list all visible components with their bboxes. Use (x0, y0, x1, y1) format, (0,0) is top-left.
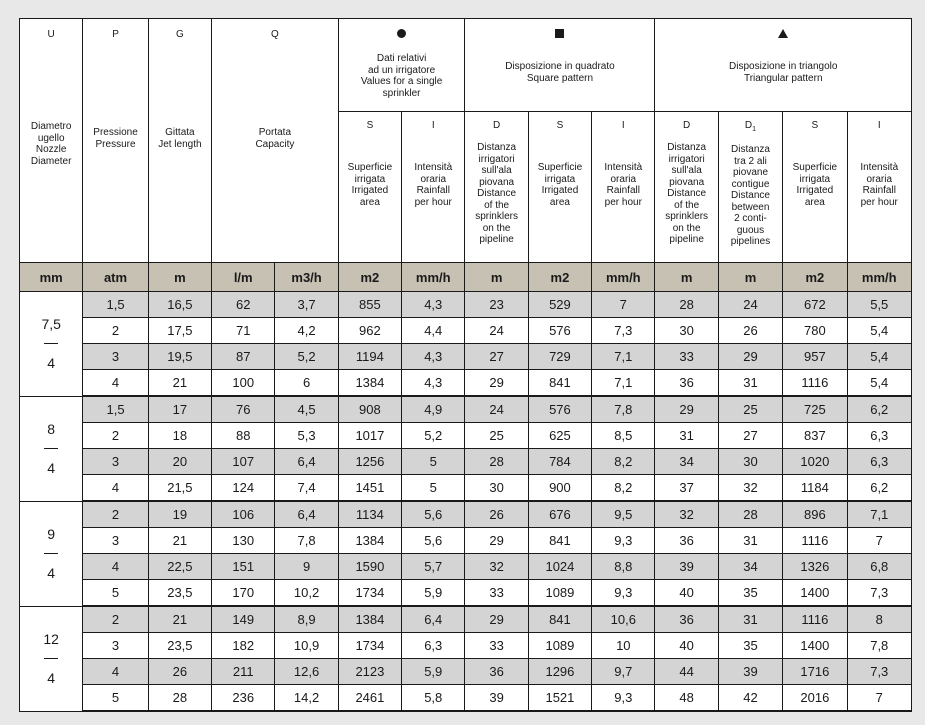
table-cell: 4 (83, 370, 148, 397)
table-cell: 9 (275, 554, 338, 580)
table-cell: 4,3 (402, 370, 465, 397)
table-cell: 28 (465, 449, 528, 475)
table-cell: 2016 (783, 685, 847, 712)
table-cell: 36 (655, 528, 718, 554)
table-cell: 4 (83, 475, 148, 502)
table-cell: 7,1 (847, 501, 911, 528)
nozzle-diameter-bottom: 4 (47, 355, 56, 372)
table-cell: 124 (212, 475, 275, 502)
sprinkler-performance-table (19, 18, 912, 712)
unit-cell: m (465, 263, 528, 292)
table-cell: 28 (718, 501, 782, 528)
table-cell: 6,3 (847, 423, 911, 449)
table-cell: 211 (212, 659, 275, 685)
table-cell: 87 (212, 344, 275, 370)
subheader-triangle-distance: D Distanza irrigatori sull'ala piovana Distance of the sprinklers on the pipeline (655, 112, 718, 263)
subheader-square-distance: D Distanza irrigatori sull'ala piovana Distance of the sprinklers on the pipeline (465, 112, 528, 263)
table-cell: 4,3 (402, 292, 465, 318)
table-cell: 1116 (783, 370, 847, 397)
table-cell: 29 (465, 606, 528, 633)
table-cell: 29 (465, 370, 528, 397)
table-cell: 725 (783, 396, 847, 423)
table-cell: 28 (148, 685, 211, 712)
table-cell: 22,5 (148, 554, 211, 580)
table-cell: 837 (783, 423, 847, 449)
table-cell: 3,7 (275, 292, 338, 318)
table-cell: 5,4 (847, 370, 911, 397)
header-nozzle: U Diametro ugello Nozzle Diameter (20, 19, 83, 263)
table-row (20, 580, 912, 607)
table-cell: 36 (465, 659, 528, 685)
table-cell: 5,2 (402, 423, 465, 449)
subheader-single-area: S Superficie irrigata Irrigated area (338, 112, 401, 263)
unit-cell: m2 (783, 263, 847, 292)
table-cell: 6 (275, 370, 338, 397)
table-row (20, 396, 912, 423)
table-cell: 900 (528, 475, 591, 502)
table-cell: 39 (465, 685, 528, 712)
table-cell: 8 (847, 606, 911, 633)
table-cell: 2 (83, 501, 148, 528)
table-cell: 5,7 (402, 554, 465, 580)
unit-cell: m (148, 263, 211, 292)
triangle-icon (778, 29, 788, 38)
table-cell: 1089 (528, 633, 591, 659)
table-cell: 23,5 (148, 580, 211, 607)
table-cell: 1296 (528, 659, 591, 685)
table-cell: 962 (338, 318, 401, 344)
square-icon (555, 29, 564, 38)
table-cell: 21 (148, 528, 211, 554)
unit-cell: m3/h (275, 263, 338, 292)
table-cell: 855 (338, 292, 401, 318)
table-cell: 10 (592, 633, 655, 659)
table-cell: 7,8 (847, 633, 911, 659)
table-cell: 4 (83, 659, 148, 685)
table-cell: 1384 (338, 528, 401, 554)
table-cell: 9,5 (592, 501, 655, 528)
table-cell: 26 (465, 501, 528, 528)
table-cell: 3 (83, 449, 148, 475)
unit-cell: mm/h (402, 263, 465, 292)
table-cell: 1384 (338, 606, 401, 633)
table-cell: 841 (528, 606, 591, 633)
table-cell: 88 (212, 423, 275, 449)
table-cell: 672 (783, 292, 847, 318)
table-cell: 10,2 (275, 580, 338, 607)
table-cell: 8,5 (592, 423, 655, 449)
nozzle-diameter-top: 8 (47, 421, 56, 437)
table-cell: 5 (402, 475, 465, 502)
table-cell: 1716 (783, 659, 847, 685)
table-cell: 21,5 (148, 475, 211, 502)
table-cell: 33 (655, 344, 718, 370)
subheader-triangle-area: S Superficie irrigata Irrigated area (783, 112, 847, 263)
table-cell: 29 (655, 396, 718, 423)
unit-cell: m (655, 263, 718, 292)
table-cell: 1521 (528, 685, 591, 712)
table-cell: 130 (212, 528, 275, 554)
table-cell: 4,9 (402, 396, 465, 423)
subheader-triangle-pipeline-distance: $D_1$ Distanza tra 2 ali piovane contigue Distance between 2 conti- guous pipelines (718, 112, 782, 263)
table-cell: 35 (718, 633, 782, 659)
table-cell: 36 (655, 370, 718, 397)
table-cell: 106 (212, 501, 275, 528)
fraction-line (44, 658, 58, 659)
table-cell: 1017 (338, 423, 401, 449)
table-cell: 23 (465, 292, 528, 318)
table-cell: 7,3 (847, 659, 911, 685)
table-cell: 1116 (783, 528, 847, 554)
table-cell: 3 (83, 528, 148, 554)
table-cell: 21 (148, 370, 211, 397)
table-cell: 7,1 (592, 370, 655, 397)
table-row (20, 318, 912, 344)
unit-cell: mm/h (847, 263, 911, 292)
table-cell: 7,1 (592, 344, 655, 370)
table-cell: 1024 (528, 554, 591, 580)
table-cell: 170 (212, 580, 275, 607)
table-cell: 17,5 (148, 318, 211, 344)
table-cell: 30 (465, 475, 528, 502)
table-cell: 31 (718, 528, 782, 554)
table-cell: 24 (465, 396, 528, 423)
table-cell: 7,3 (592, 318, 655, 344)
table-cell: 2 (83, 606, 148, 633)
table-cell: 7 (592, 292, 655, 318)
table-cell: 529 (528, 292, 591, 318)
table-cell: 7,3 (847, 580, 911, 607)
header-triangular-pattern: Disposizione in triangolo Triangular pattern (655, 19, 912, 112)
table-cell: 4 (83, 554, 148, 580)
table-cell: 30 (718, 449, 782, 475)
table-cell: 5,9 (402, 659, 465, 685)
table-row (20, 685, 912, 712)
table-cell: 1134 (338, 501, 401, 528)
table-row (20, 344, 912, 370)
nozzle-diameter-cell (20, 606, 83, 711)
table-cell: 1384 (338, 370, 401, 397)
table-cell: 149 (212, 606, 275, 633)
table-cell: 9,3 (592, 580, 655, 607)
table-cell: 784 (528, 449, 591, 475)
table-row (20, 501, 912, 528)
table-cell: 25 (718, 396, 782, 423)
table-cell: 32 (465, 554, 528, 580)
table-cell: 31 (655, 423, 718, 449)
table-cell: 9,3 (592, 528, 655, 554)
table-cell: 62 (212, 292, 275, 318)
table-cell: 23,5 (148, 633, 211, 659)
table-cell: 1,5 (83, 396, 148, 423)
table-cell: 5 (83, 685, 148, 712)
table-cell: 1590 (338, 554, 401, 580)
table-cell: 10,9 (275, 633, 338, 659)
table-cell: 1116 (783, 606, 847, 633)
table-row (20, 606, 912, 633)
table-cell: 21 (148, 606, 211, 633)
table-cell: 8,9 (275, 606, 338, 633)
table-cell: 10,6 (592, 606, 655, 633)
table-cell: 5,2 (275, 344, 338, 370)
table-cell: 7,8 (275, 528, 338, 554)
unit-cell: mm/h (592, 263, 655, 292)
header-square-pattern: Disposizione in quadrato Square pattern (465, 19, 655, 112)
table-cell: 100 (212, 370, 275, 397)
subheader-square-area: S Superficie irrigata Irrigated area (528, 112, 591, 263)
subheader-single-rainfall: I Intensità oraria Rainfall per hour (402, 112, 465, 263)
fraction-line (44, 343, 58, 344)
table-cell: 5,4 (847, 318, 911, 344)
table-cell: 5,9 (402, 580, 465, 607)
table-cell: 34 (718, 554, 782, 580)
table-cell: 6,2 (847, 396, 911, 423)
table-row (20, 633, 912, 659)
table-cell: 16,5 (148, 292, 211, 318)
table-cell: 27 (718, 423, 782, 449)
table-cell: 40 (655, 633, 718, 659)
header-single-sprinkler: Dati relativi ad un irrigatore Values for a single sprinkler (338, 19, 465, 112)
table-cell: 4,2 (275, 318, 338, 344)
table-cell: 37 (655, 475, 718, 502)
table-cell: 8,2 (592, 449, 655, 475)
table-cell: 107 (212, 449, 275, 475)
table-cell: 1400 (783, 580, 847, 607)
table-cell: 7 (847, 685, 911, 712)
table-cell: 26 (718, 318, 782, 344)
table-cell: 5 (83, 580, 148, 607)
table-cell: 2 (83, 423, 148, 449)
header-jet-length: G Gittata Jet length (148, 19, 211, 263)
table-cell: 2123 (338, 659, 401, 685)
table-cell: 6,3 (847, 449, 911, 475)
table-cell: 6,8 (847, 554, 911, 580)
table-row (20, 370, 912, 397)
table-row (20, 528, 912, 554)
table-cell: 676 (528, 501, 591, 528)
table-cell: 35 (718, 580, 782, 607)
table-cell: 957 (783, 344, 847, 370)
nozzle-diameter-top: 12 (43, 631, 59, 647)
table-cell: 7,4 (275, 475, 338, 502)
nozzle-diameter-bottom: 4 (47, 460, 56, 476)
table-cell: 1184 (783, 475, 847, 502)
table-cell: 3 (83, 344, 148, 370)
table-cell: 8,8 (592, 554, 655, 580)
table-cell: 6,4 (275, 449, 338, 475)
table-cell: 48 (655, 685, 718, 712)
nozzle-diameter-cell (20, 292, 83, 397)
table-cell: 29 (465, 528, 528, 554)
table-cell: 42 (718, 685, 782, 712)
table-cell: 33 (465, 580, 528, 607)
fraction-line (44, 448, 58, 449)
table-cell: 32 (718, 475, 782, 502)
table-cell: 780 (783, 318, 847, 344)
table-cell: 5,8 (402, 685, 465, 712)
table-row (20, 554, 912, 580)
header-pressure: P Pressione Pressure (83, 19, 148, 263)
table-cell: 5,5 (847, 292, 911, 318)
table-cell: 12,6 (275, 659, 338, 685)
table-cell: 71 (212, 318, 275, 344)
table-cell: 20 (148, 449, 211, 475)
table-row (20, 449, 912, 475)
table-cell: 1194 (338, 344, 401, 370)
nozzle-diameter-cell (20, 501, 83, 606)
subheader-square-rainfall: I Intensità oraria Rainfall per hour (592, 112, 655, 263)
table-cell: 4,3 (402, 344, 465, 370)
unit-cell: l/m (212, 263, 275, 292)
table-cell: 36 (655, 606, 718, 633)
table-cell: 24 (465, 318, 528, 344)
table-cell: 1,5 (83, 292, 148, 318)
table-cell: 576 (528, 396, 591, 423)
table-cell: 8,2 (592, 475, 655, 502)
table-cell: 5 (402, 449, 465, 475)
table-cell: 5,3 (275, 423, 338, 449)
table-cell: 729 (528, 344, 591, 370)
table-cell: 5,6 (402, 528, 465, 554)
table-cell: 29 (718, 344, 782, 370)
table-cell: 25 (465, 423, 528, 449)
table-cell: 1256 (338, 449, 401, 475)
table-row (20, 423, 912, 449)
table-cell: 1020 (783, 449, 847, 475)
table-cell: 28 (655, 292, 718, 318)
table-cell: 40 (655, 580, 718, 607)
nozzle-diameter-bottom: 4 (47, 670, 56, 686)
table-cell: 26 (148, 659, 211, 685)
table-cell: 576 (528, 318, 591, 344)
table-cell: 19,5 (148, 344, 211, 370)
table-cell: 2 (83, 318, 148, 344)
table-cell: 4,5 (275, 396, 338, 423)
circle-icon (397, 29, 406, 38)
table-row (20, 659, 912, 685)
table-cell: 2461 (338, 685, 401, 712)
table-cell: 6,3 (402, 633, 465, 659)
table-cell: 236 (212, 685, 275, 712)
table-cell: 6,2 (847, 475, 911, 502)
nozzle-diameter-cell (20, 396, 83, 501)
table-cell: 841 (528, 528, 591, 554)
unit-cell: mm (20, 263, 83, 292)
table-cell: 31 (718, 370, 782, 397)
table-cell: 32 (655, 501, 718, 528)
table-cell: 908 (338, 396, 401, 423)
table-cell: 39 (655, 554, 718, 580)
table-cell: 34 (655, 449, 718, 475)
nozzle-diameter-bottom: 4 (47, 565, 56, 581)
table-cell: 6,4 (402, 606, 465, 633)
table-cell: 33 (465, 633, 528, 659)
unit-cell: m (718, 263, 782, 292)
table-row (20, 292, 912, 318)
table-cell: 1089 (528, 580, 591, 607)
table-cell: 1326 (783, 554, 847, 580)
table-cell: 6,4 (275, 501, 338, 528)
table-cell: 3 (83, 633, 148, 659)
unit-cell: m2 (338, 263, 401, 292)
table-cell: 1451 (338, 475, 401, 502)
table-cell: 17 (148, 396, 211, 423)
table-cell: 9,3 (592, 685, 655, 712)
table-cell: 5,6 (402, 501, 465, 528)
unit-cell: atm (83, 263, 148, 292)
table-cell: 30 (655, 318, 718, 344)
table-cell: 24 (718, 292, 782, 318)
table-cell: 4,4 (402, 318, 465, 344)
table-cell: 9,7 (592, 659, 655, 685)
table-cell: 7 (847, 528, 911, 554)
table-cell: 7,8 (592, 396, 655, 423)
table-cell: 31 (718, 606, 782, 633)
table-cell: 14,2 (275, 685, 338, 712)
table-cell: 5,4 (847, 344, 911, 370)
table-cell: 39 (718, 659, 782, 685)
table-cell: 625 (528, 423, 591, 449)
table-cell: 182 (212, 633, 275, 659)
table-cell: 18 (148, 423, 211, 449)
header-capacity: Q Portata Capacity (212, 19, 339, 263)
table-cell: 841 (528, 370, 591, 397)
nozzle-diameter-top: 9 (47, 526, 56, 542)
table-cell: 896 (783, 501, 847, 528)
table-cell: 27 (465, 344, 528, 370)
table-row (20, 475, 912, 502)
nozzle-diameter-top: 7,5 (41, 316, 61, 333)
subheader-triangle-rainfall: I Intensità oraria Rainfall per hour (847, 112, 911, 263)
fraction-line (44, 553, 58, 554)
unit-cell: m2 (528, 263, 591, 292)
units-row (20, 263, 912, 292)
table-cell: 151 (212, 554, 275, 580)
table-cell: 1400 (783, 633, 847, 659)
table-cell: 1734 (338, 580, 401, 607)
table-cell: 76 (212, 396, 275, 423)
table-cell: 19 (148, 501, 211, 528)
table-cell: 1734 (338, 633, 401, 659)
table-cell: 44 (655, 659, 718, 685)
